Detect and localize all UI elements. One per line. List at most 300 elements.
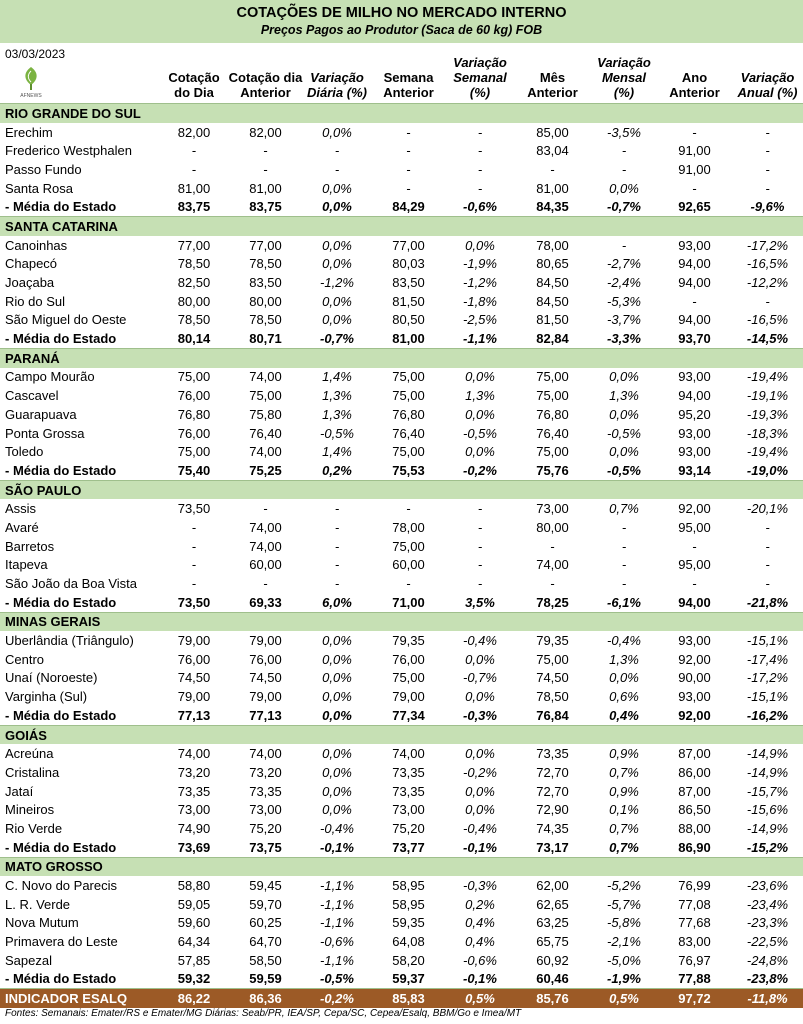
cell-value: 73,17 [514,838,591,857]
table-row [0,819,803,838]
row-label: Assis [5,501,37,517]
cell-value: 75,25 [228,461,303,480]
row-label: Cascavel [5,388,59,404]
cell-value: 76,00 [177,651,211,667]
cell-value: 1,4% [322,444,352,460]
cell-value: 0,1% [609,802,639,818]
cell-value: 0,0% [465,651,495,667]
cell-value: - [334,143,340,159]
cell-value: -3,5% [607,124,641,140]
cell-value: 75,40 [160,461,228,480]
row-label: L. R. Verde [5,896,71,912]
cell-value: 0,0% [322,746,352,762]
cell-value: 73,69 [160,838,228,857]
cell-value: 71,00 [371,593,446,612]
cell-value: 75,00 [392,444,425,460]
cell-value: - [692,538,697,554]
row-label: Centro [5,651,45,667]
table-row [0,160,803,179]
cell-value: 80,00 [536,519,569,535]
cell-value: -0,1% [446,970,514,989]
cell-value: - [765,143,770,159]
cell-value: - [621,161,627,177]
cell-value: 74,00 [249,538,282,554]
cell-value: 72,90 [536,802,569,818]
table-row [0,669,803,688]
state-average-row [0,197,803,216]
cell-value: -23,4% [746,896,789,912]
column-header-1: Cotação do Dia [168,70,220,100]
cell-value: 93,14 [657,461,732,480]
state-section-header [0,725,803,744]
cell-value: 84,35 [514,197,591,216]
cell-value: 81,50 [392,293,425,309]
row-label: - Média do Estado [0,461,160,480]
table-row [0,141,803,160]
cell-value: 0,7% [609,764,639,780]
report-title: COTAÇÕES DE MILHO NO MERCADO INTERNO [236,5,567,21]
cell-value: 75,00 [536,651,569,667]
cell-value: - [406,501,411,517]
cell-value: 94,00 [678,275,711,291]
column-header-8: Ano Anterior [669,70,720,100]
cell-value: 86,22 [160,989,228,1008]
cell-value: 93,00 [678,237,711,253]
cell-value: 77,88 [657,970,732,989]
cell-value: -19,4% [746,444,789,460]
cell-value: 75,00 [536,388,569,404]
cell-value: 0,0% [465,783,495,799]
cell-value: 0,0% [322,293,352,309]
cell-value: -14,5% [732,329,803,348]
cell-value: 86,50 [678,802,711,818]
cell-value: 0,0% [322,651,352,667]
cell-value: 75,00 [177,444,211,460]
cell-value: -1,9% [463,256,497,272]
cell-value: 0,0% [465,406,495,422]
cell-value: - [692,576,697,592]
cell-value: 0,0% [322,180,352,196]
table-row [0,368,803,387]
cell-value: 69,33 [228,593,303,612]
cell-value: 58,95 [392,896,425,912]
cell-value: 77,08 [678,896,711,912]
cell-value: - [477,124,483,140]
cell-value: 0,6% [609,689,639,705]
cell-value: 94,00 [678,256,711,272]
cell-value: 79,00 [177,689,211,705]
cell-value: 0,2% [303,461,371,480]
cell-value: 0,0% [322,124,352,140]
row-label: - Média do Estado [0,329,160,348]
cell-value: -14,9% [746,820,789,836]
table-row [0,292,803,311]
row-label: Nova Mutum [5,915,79,931]
cell-value: 78,50 [249,312,282,328]
cell-value: 80,65 [536,256,569,272]
cell-value: - [191,557,197,573]
cell-value: 1,3% [465,388,495,404]
cell-value: 75,76 [514,461,591,480]
cell-value: -1,1% [320,915,354,931]
cell-value: 0,7% [591,838,657,857]
cell-value: 0,0% [322,256,352,272]
cell-value: - [765,124,770,140]
cell-value: 59,35 [392,915,425,931]
cell-value: - [334,519,340,535]
cell-value: -21,8% [732,593,803,612]
table-row [0,932,803,951]
cell-value: 85,76 [514,989,591,1008]
cell-value: 78,50 [536,689,569,705]
table-row [0,687,803,706]
table-row [0,763,803,782]
state-section-header [0,104,803,123]
cell-value: 73,35 [536,746,569,762]
cell-value: -0,2% [463,764,497,780]
cell-value: 76,00 [177,425,211,441]
cell-value: -3,3% [591,329,657,348]
cell-value: -2,4% [607,275,641,291]
cell-value: 79,35 [536,633,569,649]
cell-value: 1,3% [609,388,639,404]
row-label: São João da Boa Vista [5,576,138,592]
cell-value: -0,4% [607,633,641,649]
cell-value: - [692,180,697,196]
cell-value: 74,00 [536,557,569,573]
table-row [0,386,803,405]
cell-value: 75,00 [177,369,211,385]
afnews-logo-icon [20,65,42,99]
cell-value: 84,29 [371,197,446,216]
cell-value: 77,00 [392,237,425,253]
row-label: Erechim [5,124,53,140]
table-row [0,782,803,801]
cell-value: -19,0% [732,461,803,480]
cell-value: 0,0% [322,312,352,328]
state-section-header [0,857,803,876]
cell-value: - [191,161,197,177]
row-label: Uberlândia (Triângulo) [5,633,134,649]
cell-value: -0,4% [320,820,354,836]
table-row [0,179,803,198]
table-row [0,499,803,518]
cell-value: 81,00 [249,180,282,196]
cell-value: -3,7% [607,312,641,328]
cell-value: -0,5% [320,425,354,441]
cell-value: - [621,237,627,253]
cell-value: 76,99 [678,878,711,894]
cell-value: - [406,143,411,159]
esalq-indicator-row [0,989,803,1008]
cell-value: 84,50 [536,275,569,291]
cell-value: 59,59 [228,970,303,989]
cell-value: 93,00 [678,689,711,705]
cell-value: 73,00 [536,501,569,517]
cell-value: -0,4% [463,633,497,649]
cell-value: - [334,557,340,573]
cell-value: 3,5% [446,593,514,612]
cell-value: -0,3% [463,878,497,894]
cell-value: -18,3% [746,425,789,441]
cell-value: 0,5% [591,989,657,1008]
cell-value: - [263,143,268,159]
cell-value: - [477,576,483,592]
column-header-row [0,43,803,103]
cell-value: 92,65 [657,197,732,216]
cell-value: - [191,576,197,592]
table-row [0,895,803,914]
cell-value: - [263,576,268,592]
cell-value: -0,6% [446,197,514,216]
state-average-row [0,706,803,725]
cell-value: - [477,519,483,535]
state-average-row [0,329,803,348]
cell-value: 75,80 [249,406,282,422]
row-label: Frederico Westphalen [5,143,132,159]
cell-value: - [621,538,627,554]
cell-value: 81,50 [536,312,569,328]
cell-value: 82,00 [249,124,282,140]
cell-value: 0,0% [322,764,352,780]
table-row [0,424,803,443]
row-label: - Média do Estado [0,838,160,857]
cell-value: 75,53 [371,461,446,480]
table-row [0,914,803,933]
cell-value: 77,34 [371,706,446,725]
cell-value: 60,25 [249,915,282,931]
row-label: Avaré [5,519,39,535]
table-row [0,273,803,292]
cell-value: - [263,501,268,517]
cell-value: 0,0% [609,180,639,196]
cell-value: - [477,161,483,177]
row-label: - Média do Estado [0,970,160,989]
cell-value: - [765,161,770,177]
cell-value: - [334,576,340,592]
cell-value: 75,00 [392,388,425,404]
state-name: PARANÁ [0,348,803,367]
column-header-7: Variação Mensal (%) [597,55,651,100]
cell-value: 0,5% [446,989,514,1008]
cell-value: 58,95 [392,878,425,894]
row-label: Acreúna [5,746,54,762]
cell-value: 88,00 [678,820,711,836]
cell-value: 76,40 [392,425,425,441]
cell-value: -5,2% [607,878,641,894]
cell-value: -15,7% [746,783,789,799]
cell-value: - [406,180,411,196]
cell-value: 72,70 [536,783,569,799]
cell-value: 95,20 [678,406,711,422]
report-title-bar [0,0,803,43]
cell-value: 74,90 [177,820,211,836]
cell-value: 75,00 [392,538,425,554]
cell-value: -9,6% [732,197,803,216]
state-name: MINAS GERAIS [0,612,803,631]
row-label: INDICADOR ESALQ [0,989,160,1008]
cell-value: - [692,293,697,309]
cell-value: 60,00 [249,557,282,573]
quotes-table [0,103,803,1008]
cell-value: 76,00 [392,651,425,667]
table-row [0,442,803,461]
table-row [0,800,803,819]
cell-value: -0,3% [446,706,514,725]
cell-value: -19,3% [746,406,789,422]
cell-value: - [334,538,340,554]
cell-value: -1,2% [463,275,497,291]
cell-value: 77,68 [678,915,711,931]
cell-value: 74,00 [249,444,282,460]
cell-value: 64,08 [392,934,425,950]
cell-value: 78,00 [392,519,425,535]
cell-value: 82,84 [514,329,591,348]
cell-value: -22,5% [746,934,789,950]
cell-value: 86,90 [657,838,732,857]
cell-value: 59,32 [160,970,228,989]
table-row [0,518,803,537]
cell-value: -1,1% [320,878,354,894]
cell-value: 1,4% [322,369,352,385]
sources-footer: Fontes: Semanais: Emater/RS e Emater/MG Diárias: Seab/PR, IEA/SP, Cepa/SC, Cepea/Esalq, BBM/Go e Imea/MT [5,1008,522,1019]
cell-value: 0,4% [465,934,495,950]
cell-value: -6,1% [591,593,657,612]
cell-value: 79,00 [249,689,282,705]
cell-value: -15,2% [732,838,803,857]
table-row [0,255,803,274]
cell-value: 74,50 [177,670,211,686]
state-name: SANTA CATARINA [0,217,803,236]
state-average-row [0,838,803,857]
cell-value: 87,00 [678,746,711,762]
cell-value: 75,00 [536,369,569,385]
cell-value: -5,8% [607,915,641,931]
cell-value: - [477,143,483,159]
cell-value: -23,6% [746,878,789,894]
cell-value: -0,7% [591,197,657,216]
state-name: RIO GRANDE DO SUL [0,104,803,123]
cell-value: 93,00 [678,425,711,441]
cell-value: 94,00 [657,593,732,612]
cell-value: - [765,538,770,554]
cell-value: 77,00 [249,237,282,253]
row-label: Santa Rosa [5,180,73,196]
row-label: - Média do Estado [0,593,160,612]
cell-value: - [334,501,340,517]
cell-value: 0,0% [465,237,495,253]
table-row [0,311,803,330]
cell-value: 87,00 [678,783,711,799]
cell-value: -0,4% [463,820,497,836]
cell-value: 73,50 [177,501,211,517]
cell-value: 80,03 [392,256,425,272]
cell-value: 1,3% [609,651,639,667]
cell-value: -16,5% [746,256,789,272]
cell-value: 0,0% [609,406,639,422]
cell-value: -14,9% [746,764,789,780]
state-section-header [0,612,803,631]
cell-value: 78,50 [177,256,211,272]
state-average-row [0,461,803,480]
cell-value: 0,0% [609,369,639,385]
column-header-5: Variação Semanal (%) [453,55,507,100]
cell-value: 74,50 [249,670,282,686]
cell-value: 60,00 [392,557,425,573]
state-name: SÃO PAULO [0,480,803,499]
cell-value: 76,80 [536,406,569,422]
logo-text: AFNEWS [20,93,42,99]
cell-value: -12,2% [746,275,789,291]
cell-value: 0,0% [322,237,352,253]
cell-value: 58,20 [392,952,425,968]
cell-value: 0,0% [465,802,495,818]
cell-value: - [765,576,770,592]
row-label: Cristalina [5,764,60,780]
cell-value: 97,72 [657,989,732,1008]
cell-value: 74,00 [249,369,282,385]
cell-value: -15,1% [746,689,789,705]
cell-value: 86,36 [228,989,303,1008]
cell-value: 0,0% [303,197,371,216]
cell-value: -1,8% [463,293,497,309]
cell-value: -23,3% [746,915,789,931]
cell-value: 0,0% [465,369,495,385]
cell-value: -0,6% [320,934,354,950]
cell-value: -5,3% [607,293,641,309]
cell-value: -15,1% [746,633,789,649]
cell-value: 83,00 [678,934,711,950]
cell-value: 0,0% [465,746,495,762]
cell-value: 74,00 [249,746,282,762]
cell-value: 76,84 [514,706,591,725]
table-row [0,405,803,424]
cell-value: 76,97 [678,952,711,968]
cell-value: 0,0% [609,670,639,686]
cell-value: 0,9% [609,783,639,799]
cell-value: 59,45 [249,878,282,894]
cell-value: -0,2% [446,461,514,480]
cell-value: 59,70 [249,896,282,912]
cell-value: 73,35 [392,764,425,780]
cell-value: 76,00 [249,651,282,667]
cell-value: 1,3% [322,406,352,422]
cell-value: 73,00 [177,802,211,818]
cell-value: 95,00 [678,519,711,535]
cell-value: - [477,180,483,196]
cell-value: 80,00 [177,293,211,309]
cell-value: 57,85 [177,952,211,968]
cell-value: 0,7% [609,501,639,517]
cell-value: 94,00 [678,388,711,404]
cell-value: 91,00 [678,143,711,159]
row-label: Campo Mourão [5,369,95,385]
cell-value: 81,00 [371,329,446,348]
cell-value: 1,3% [322,388,352,404]
cell-value: 73,75 [228,838,303,857]
cell-value: -1,1% [320,952,354,968]
cell-value: - [406,124,411,140]
cell-value: 74,00 [249,519,282,535]
cell-value: 95,00 [678,557,711,573]
cell-value: 83,75 [160,197,228,216]
cell-value: -0,5% [303,970,371,989]
cell-value: - [191,538,197,554]
cell-value: - [406,576,411,592]
cell-value: - [334,161,340,177]
cell-value: 62,00 [536,878,569,894]
cell-value: 77,00 [177,237,211,253]
